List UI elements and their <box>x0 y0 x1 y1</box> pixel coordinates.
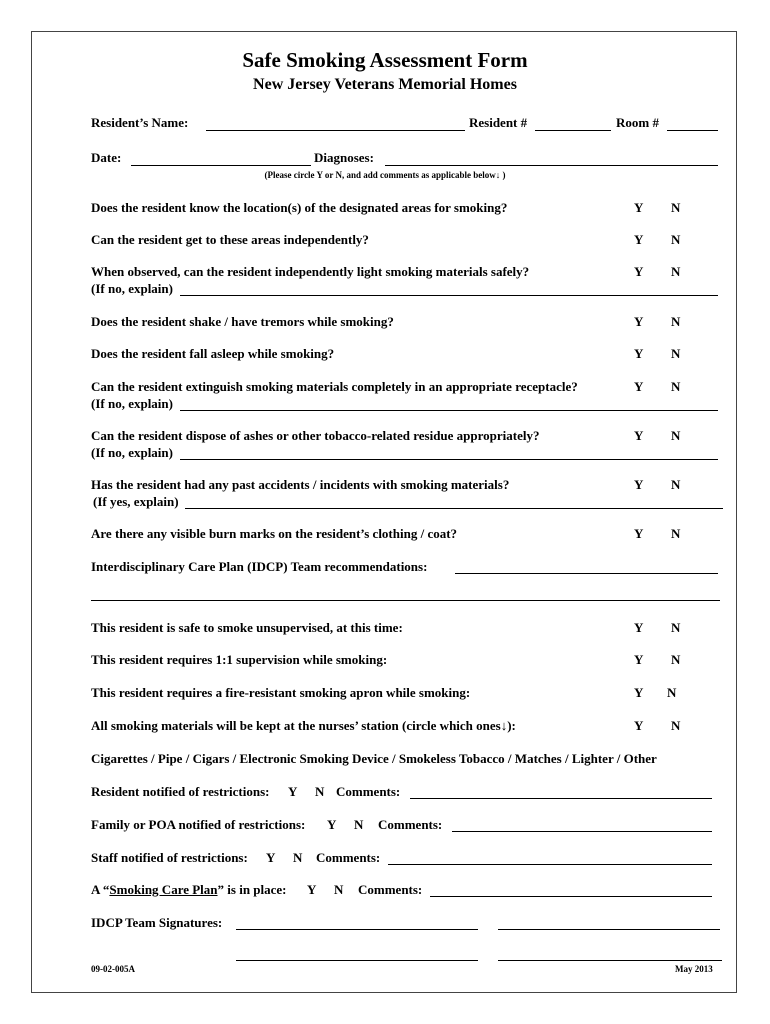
no-option[interactable]: N <box>334 882 344 897</box>
explain-label: (If yes, explain) <box>93 494 179 509</box>
yes-option[interactable]: Y <box>634 620 644 635</box>
yes-option[interactable]: Y <box>327 817 337 832</box>
staff-comments-field[interactable] <box>388 864 712 865</box>
signature-field-2[interactable] <box>498 929 720 930</box>
no-option[interactable]: N <box>671 428 681 443</box>
explain-field[interactable] <box>185 508 723 509</box>
care-plan-label: A “Smoking Care Plan” is in place: <box>91 882 287 897</box>
question-3: When observed, can the resident independently light smoking materials safely? <box>91 264 530 279</box>
no-option[interactable]: N <box>671 264 681 279</box>
resident-number-label: Resident # <box>469 115 528 130</box>
yes-option[interactable]: Y <box>634 477 644 492</box>
yes-option[interactable]: Y <box>634 232 644 247</box>
resident-number-field[interactable] <box>535 130 611 131</box>
yes-option[interactable]: Y <box>288 784 298 799</box>
statement-1: This resident is safe to smoke unsupervised, at this time: <box>91 620 403 635</box>
explain-field[interactable] <box>180 295 718 296</box>
comments-label: Comments: <box>336 784 401 799</box>
date-field[interactable] <box>131 165 311 166</box>
yes-option[interactable]: Y <box>307 882 317 897</box>
idcp-recommendations-field-2[interactable] <box>91 600 720 601</box>
explain-field[interactable] <box>180 410 718 411</box>
statement-2: This resident requires 1:1 supervision while smoking: <box>91 652 388 667</box>
care-plan-comments-field[interactable] <box>430 896 712 897</box>
question-5: Does the resident fall asleep while smoking? <box>91 346 335 361</box>
diagnoses-field[interactable] <box>385 165 718 166</box>
resident-name-field[interactable] <box>206 130 465 131</box>
yes-option[interactable]: Y <box>634 526 644 541</box>
explain-label: (If no, explain) <box>91 281 173 296</box>
family-comments-field[interactable] <box>452 831 712 832</box>
question-7: Can the resident dispose of ashes or other tobacco-related residue appropriately? <box>91 428 540 443</box>
comments-label: Comments: <box>316 850 381 865</box>
no-option[interactable]: N <box>667 685 677 700</box>
form-date: May 2013 <box>675 964 713 974</box>
no-option[interactable]: N <box>671 526 681 541</box>
question-1: Does the resident know the location(s) of the designated areas for smoking? <box>91 200 508 215</box>
smoking-materials-list[interactable]: Cigarettes / Pipe / Cigars / Electronic Smoking Device / Smokeless Tobacco / Matches / Lighter / Other <box>91 751 657 766</box>
question-6: Can the resident extinguish smoking materials completely in an appropriate receptacle? <box>91 379 578 394</box>
signature-field-1[interactable] <box>236 929 478 930</box>
yes-option[interactable]: Y <box>634 200 644 215</box>
explain-field[interactable] <box>180 459 718 460</box>
date-label: Date: <box>91 150 122 165</box>
room-number-label: Room # <box>616 115 659 130</box>
no-option[interactable]: N <box>671 379 681 394</box>
no-option[interactable]: N <box>293 850 303 865</box>
yes-option[interactable]: Y <box>634 685 644 700</box>
no-option[interactable]: N <box>671 652 681 667</box>
question-2: Can the resident get to these areas independently? <box>91 232 369 247</box>
no-option[interactable]: N <box>671 314 681 329</box>
idcp-recommendations-field[interactable] <box>455 573 718 574</box>
question-9: Are there any visible burn marks on the resident’s clothing / coat? <box>91 526 458 541</box>
comments-label: Comments: <box>358 882 423 897</box>
explain-label: (If no, explain) <box>91 396 173 411</box>
resident-comments-field[interactable] <box>410 798 712 799</box>
no-option[interactable]: N <box>671 346 681 361</box>
staff-notified-label: Staff notified of restrictions: <box>91 850 248 865</box>
comments-label: Comments: <box>378 817 443 832</box>
yes-option[interactable]: Y <box>634 346 644 361</box>
idcp-recommendations-label: Interdisciplinary Care Plan (IDCP) Team recommendations: <box>91 559 428 574</box>
instruction-note: (Please circle Y or N, and add comments as applicable below↓ ) <box>264 170 506 180</box>
form-title: Safe Smoking Assessment Form <box>242 48 528 72</box>
yes-option[interactable]: Y <box>266 850 276 865</box>
no-option[interactable]: N <box>671 232 681 247</box>
no-option[interactable]: N <box>671 718 681 733</box>
question-4: Does the resident shake / have tremors while smoking? <box>91 314 394 329</box>
yes-option[interactable]: Y <box>634 718 644 733</box>
diagnoses-label: Diagnoses: <box>314 150 374 165</box>
yes-option[interactable]: Y <box>634 652 644 667</box>
resident-notified-label: Resident notified of restrictions: <box>91 784 270 799</box>
no-option[interactable]: N <box>354 817 364 832</box>
room-number-field[interactable] <box>667 130 718 131</box>
no-option[interactable]: N <box>671 620 681 635</box>
signature-field-3[interactable] <box>236 960 478 961</box>
yes-option[interactable]: Y <box>634 314 644 329</box>
resident-name-label: Resident’s Name: <box>91 115 189 130</box>
question-8: Has the resident had any past accidents / incidents with smoking materials? <box>91 477 510 492</box>
no-option[interactable]: N <box>671 477 681 492</box>
family-notified-label: Family or POA notified of restrictions: <box>91 817 306 832</box>
signature-field-4[interactable] <box>498 960 722 961</box>
signatures-label: IDCP Team Signatures: <box>91 915 223 930</box>
statement-3: This resident requires a fire-resistant smoking apron while smoking: <box>91 685 471 700</box>
no-option[interactable]: N <box>671 200 681 215</box>
form-subtitle: New Jersey Veterans Memorial Homes <box>253 76 517 93</box>
yes-option[interactable]: Y <box>634 428 644 443</box>
no-option[interactable]: N <box>315 784 325 799</box>
yes-option[interactable]: Y <box>634 379 644 394</box>
form-id: 09-02-005A <box>91 964 135 974</box>
yes-option[interactable]: Y <box>634 264 644 279</box>
explain-label: (If no, explain) <box>91 445 173 460</box>
statement-4: All smoking materials will be kept at the nurses’ station (circle which ones↓): <box>91 718 516 733</box>
